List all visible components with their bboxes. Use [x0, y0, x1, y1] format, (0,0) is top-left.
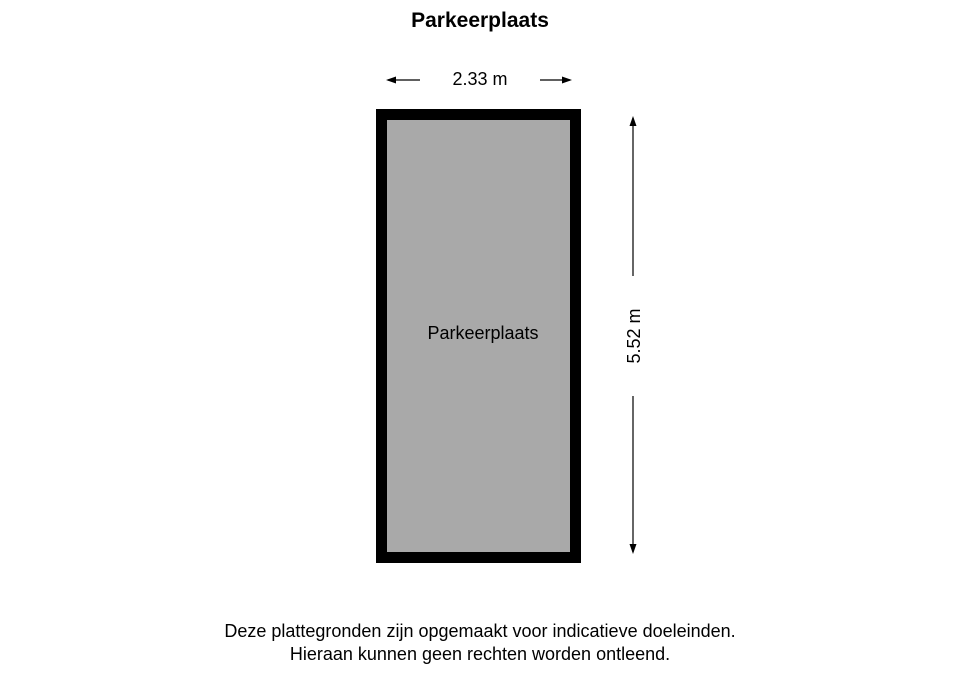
page-title: Parkeerplaats: [411, 9, 549, 32]
disclaimer-line-2: Hieraan kunnen geen rechten worden ontleend.: [289, 644, 671, 664]
room-label: Parkeerplaats: [427, 323, 539, 343]
disclaimer-line-1: Deze plattegronden zijn opgemaakt voor indicatieve doeleinden.: [224, 621, 736, 641]
width-dimension-label: 2.33 m: [420, 68, 540, 90]
disclaimer: [0, 620, 960, 666]
length-dimension-label: 5.52 m: [623, 276, 645, 396]
